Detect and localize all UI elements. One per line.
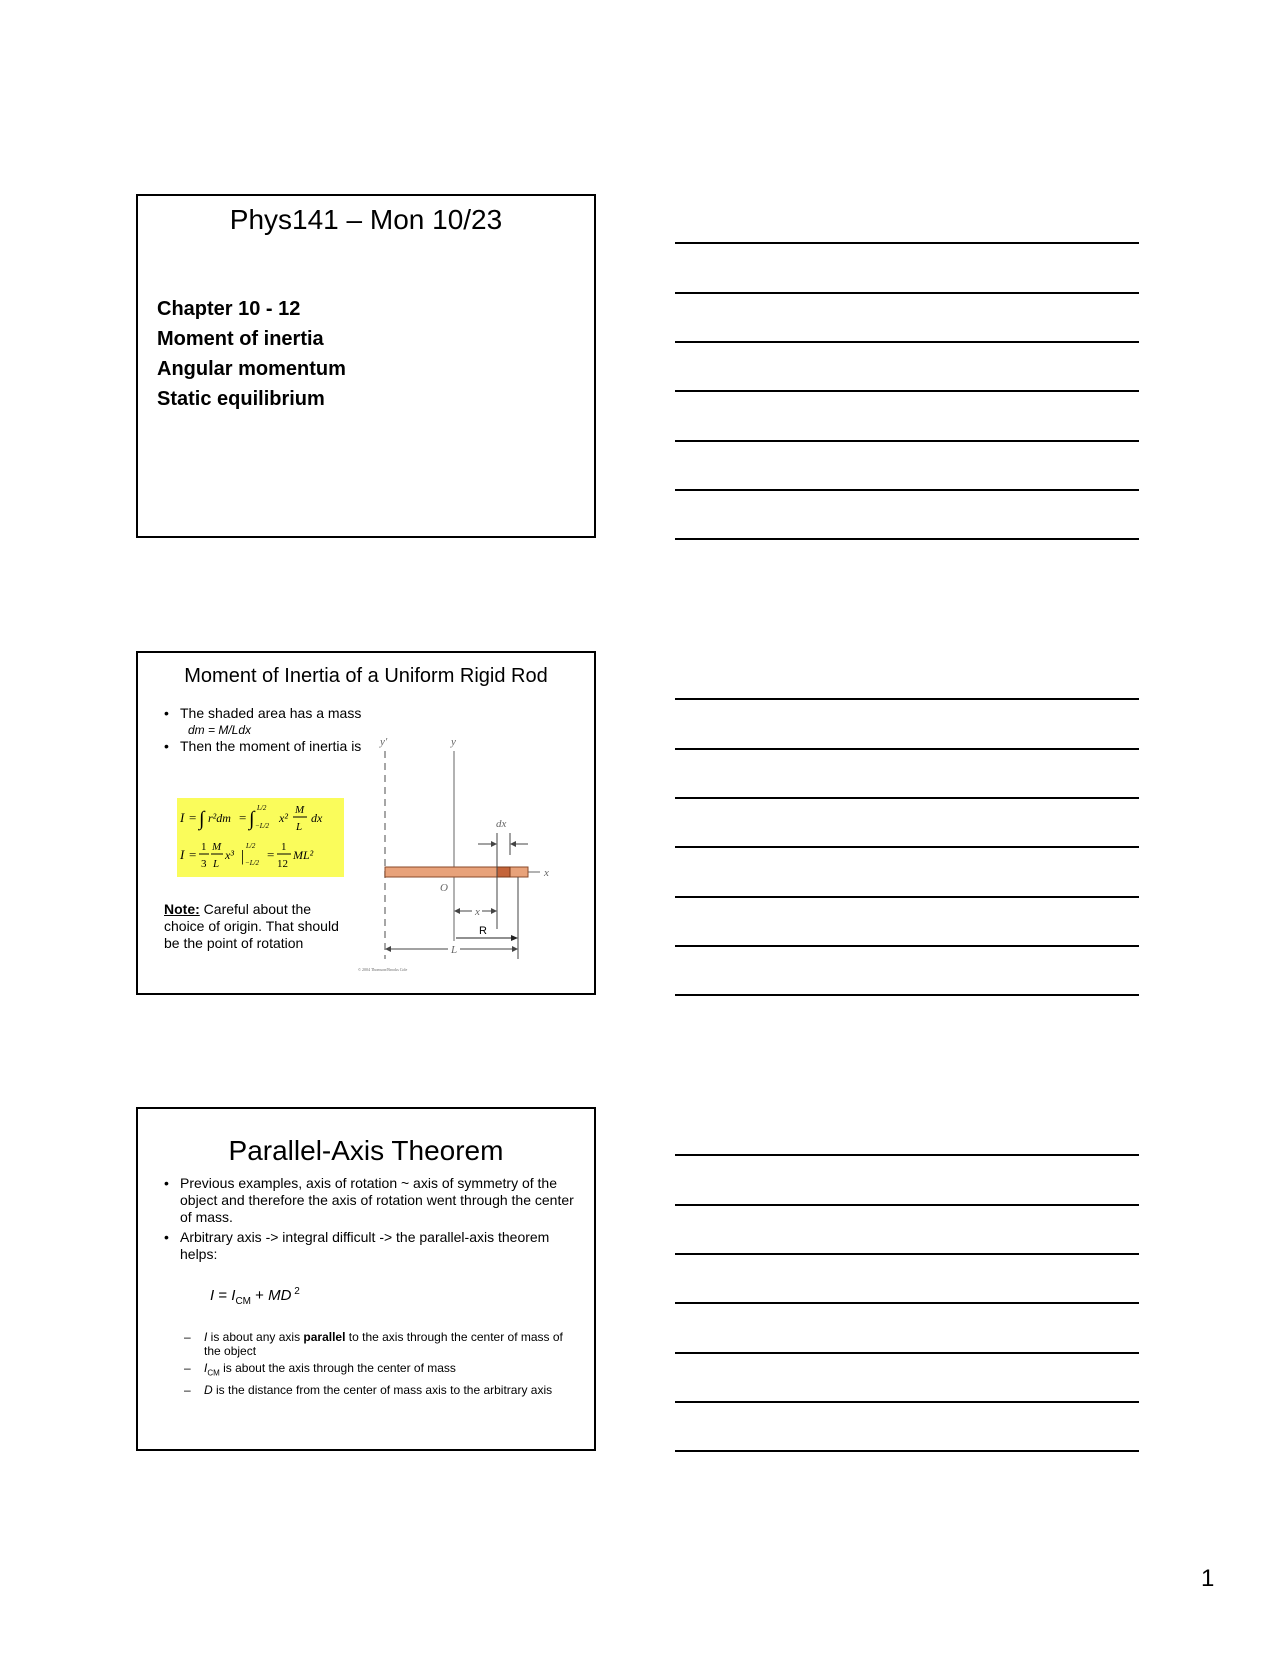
note-line [675,1450,1139,1452]
term-Icm: I [204,1361,208,1375]
note-line [675,896,1139,898]
definition-text: to the axis through the center of mass of the object [204,1330,563,1358]
term-I: I [204,1330,208,1344]
formula-integral: ∫ [199,808,205,830]
term-Icm-subscript: CM [207,1368,220,1378]
formula-eq: = [267,847,275,862]
x-axis-label: x [544,867,549,879]
note-line [675,1253,1139,1255]
note-label: Note: [164,901,200,917]
formula-twelve: 12 [277,858,288,870]
formula-r2dm: r²dm [208,811,231,825]
topic-item: Chapter 10 - 12 [157,298,301,320]
definition-text: is about any axis [207,1330,304,1344]
definition-text: is about the axis through the center of mass [219,1361,456,1375]
eq-Icm: I [231,1287,236,1304]
slide-1 [136,194,596,538]
origin-label: O [440,882,448,894]
R-label: R [479,925,487,937]
formula-L: L [213,858,220,870]
formula-I: I [180,810,185,825]
topic-item: Static equilibrium [157,388,325,410]
arrowhead [512,946,518,952]
formula-M: M [212,841,222,853]
formula-eq: = [189,810,197,825]
note-text: Careful about the choice of origin. That should be the point of rotation [164,901,339,951]
formula-one: 1 [281,841,287,853]
note-line [675,292,1139,294]
note-line [675,945,1139,947]
page-number: 1 [1201,1565,1215,1592]
bullet-dot: • [164,1175,169,1191]
copyright-text: © 2004 Thomson/Brooks Cole [358,967,408,972]
note-line [675,1401,1139,1403]
slide-3-title: Parallel-Axis Theorem [228,1135,504,1166]
equation-term-definitions [184,1330,574,1400]
note-line [675,1154,1139,1156]
note-line [675,242,1139,244]
arrowhead [385,946,391,952]
rigid-rod-diagram [358,729,558,972]
dash-glyph: – [184,1383,191,1398]
mass-element-expression: dm = M/Ldx [188,723,252,737]
eq-Icm-subscript: CM [235,1296,252,1307]
note-line [675,341,1139,343]
highlighted-formula-box [177,798,344,877]
slide-1-title: Phys141 – Mon 10/23 [229,204,503,235]
formula-upper-limit: L/2 [246,842,256,850]
formula-lower-limit: −L/2 [255,822,270,830]
slide-2-title: Moment of Inertia of a Uniform Rigid Rod [184,665,548,687]
note-line [675,538,1139,540]
note-line [675,440,1139,442]
note-line [675,748,1139,750]
term-D: D [204,1383,213,1398]
y-label: y [451,736,456,748]
formula-I: I [180,847,185,862]
formula-lower-limit: −L/2 [245,859,260,867]
bullet-dot: • [164,705,169,721]
mass-element-dx [497,867,510,877]
definition-item [184,1361,574,1380]
note-line [675,994,1139,996]
formula-L: L [296,821,303,833]
formula-eq: = [239,810,247,825]
bullet-dot: • [164,738,169,754]
formula-three: 3 [201,858,207,870]
slide-2-bullets [162,705,372,755]
note-line [675,489,1139,491]
eq-plus: + [251,1287,269,1304]
x-dist-label: x [475,906,480,918]
bullet-item [162,1175,577,1226]
y-prime-label: y′ [380,736,388,748]
parallel-axis-equation [210,1286,300,1307]
note-line [675,1352,1139,1354]
formula-integral: ∫ [249,808,255,830]
bullet-dot: • [164,1229,169,1245]
eq-square: 2 [291,1286,300,1297]
topic-item: Angular momentum [157,358,346,380]
slide-3-bullets [162,1175,577,1266]
definition-text: is the distance from the center of mass axis to the arbitrary axis [212,1383,553,1398]
arrowhead [511,935,518,941]
formula-dx: dx [311,811,323,825]
dash-glyph: – [184,1330,191,1344]
origin-note [164,901,339,952]
eq-MD: MD [268,1287,292,1304]
bullet-text: Arbitrary axis -> integral difficult -> the parallel-axis theorem helps: [180,1229,550,1262]
formula-eq: = [189,847,197,862]
bullet-item [162,1229,577,1263]
definition-item [184,1383,574,1397]
arrowhead [491,908,497,914]
arrowhead [454,908,460,914]
bullet-text: The shaded area has a mass [180,705,362,721]
dash-glyph: – [184,1361,191,1375]
definition-item [184,1330,574,1358]
bullet-item [162,705,372,722]
bullet-text: Then the moment of inertia is [180,738,362,754]
evaluation-bar: | [241,848,245,865]
slide-1-topic-list [157,294,346,414]
note-line [675,846,1139,848]
formula-M: M [295,804,305,816]
bullet-item [162,738,372,755]
formula-ML2: ML² [293,848,314,862]
arrowhead [491,841,497,847]
dx-label: dx [496,818,507,830]
formula-x3: x³ [225,848,234,862]
formula-upper-limit: L/2 [257,804,267,812]
eq-I: I [210,1287,215,1304]
formula-x2: x² [279,811,288,825]
note-line [675,390,1139,392]
note-line [675,797,1139,799]
arrowhead [510,841,516,847]
slide-3 [136,1107,596,1451]
note-line [675,1204,1139,1206]
topic-item: Moment of inertia [157,328,324,350]
definition-bold: parallel [303,1330,346,1344]
note-line [675,698,1139,700]
moment-of-inertia-formula [177,798,344,877]
L-label: L [451,944,458,956]
formula-one: 1 [201,841,207,853]
eq-equals: = [214,1287,232,1304]
bullet-text: Previous examples, axis of rotation ~ axis of symmetry of the object and therefore the axis of rotation went through the center of mass. [180,1175,574,1225]
slide-2 [136,651,596,995]
note-line [675,1302,1139,1304]
